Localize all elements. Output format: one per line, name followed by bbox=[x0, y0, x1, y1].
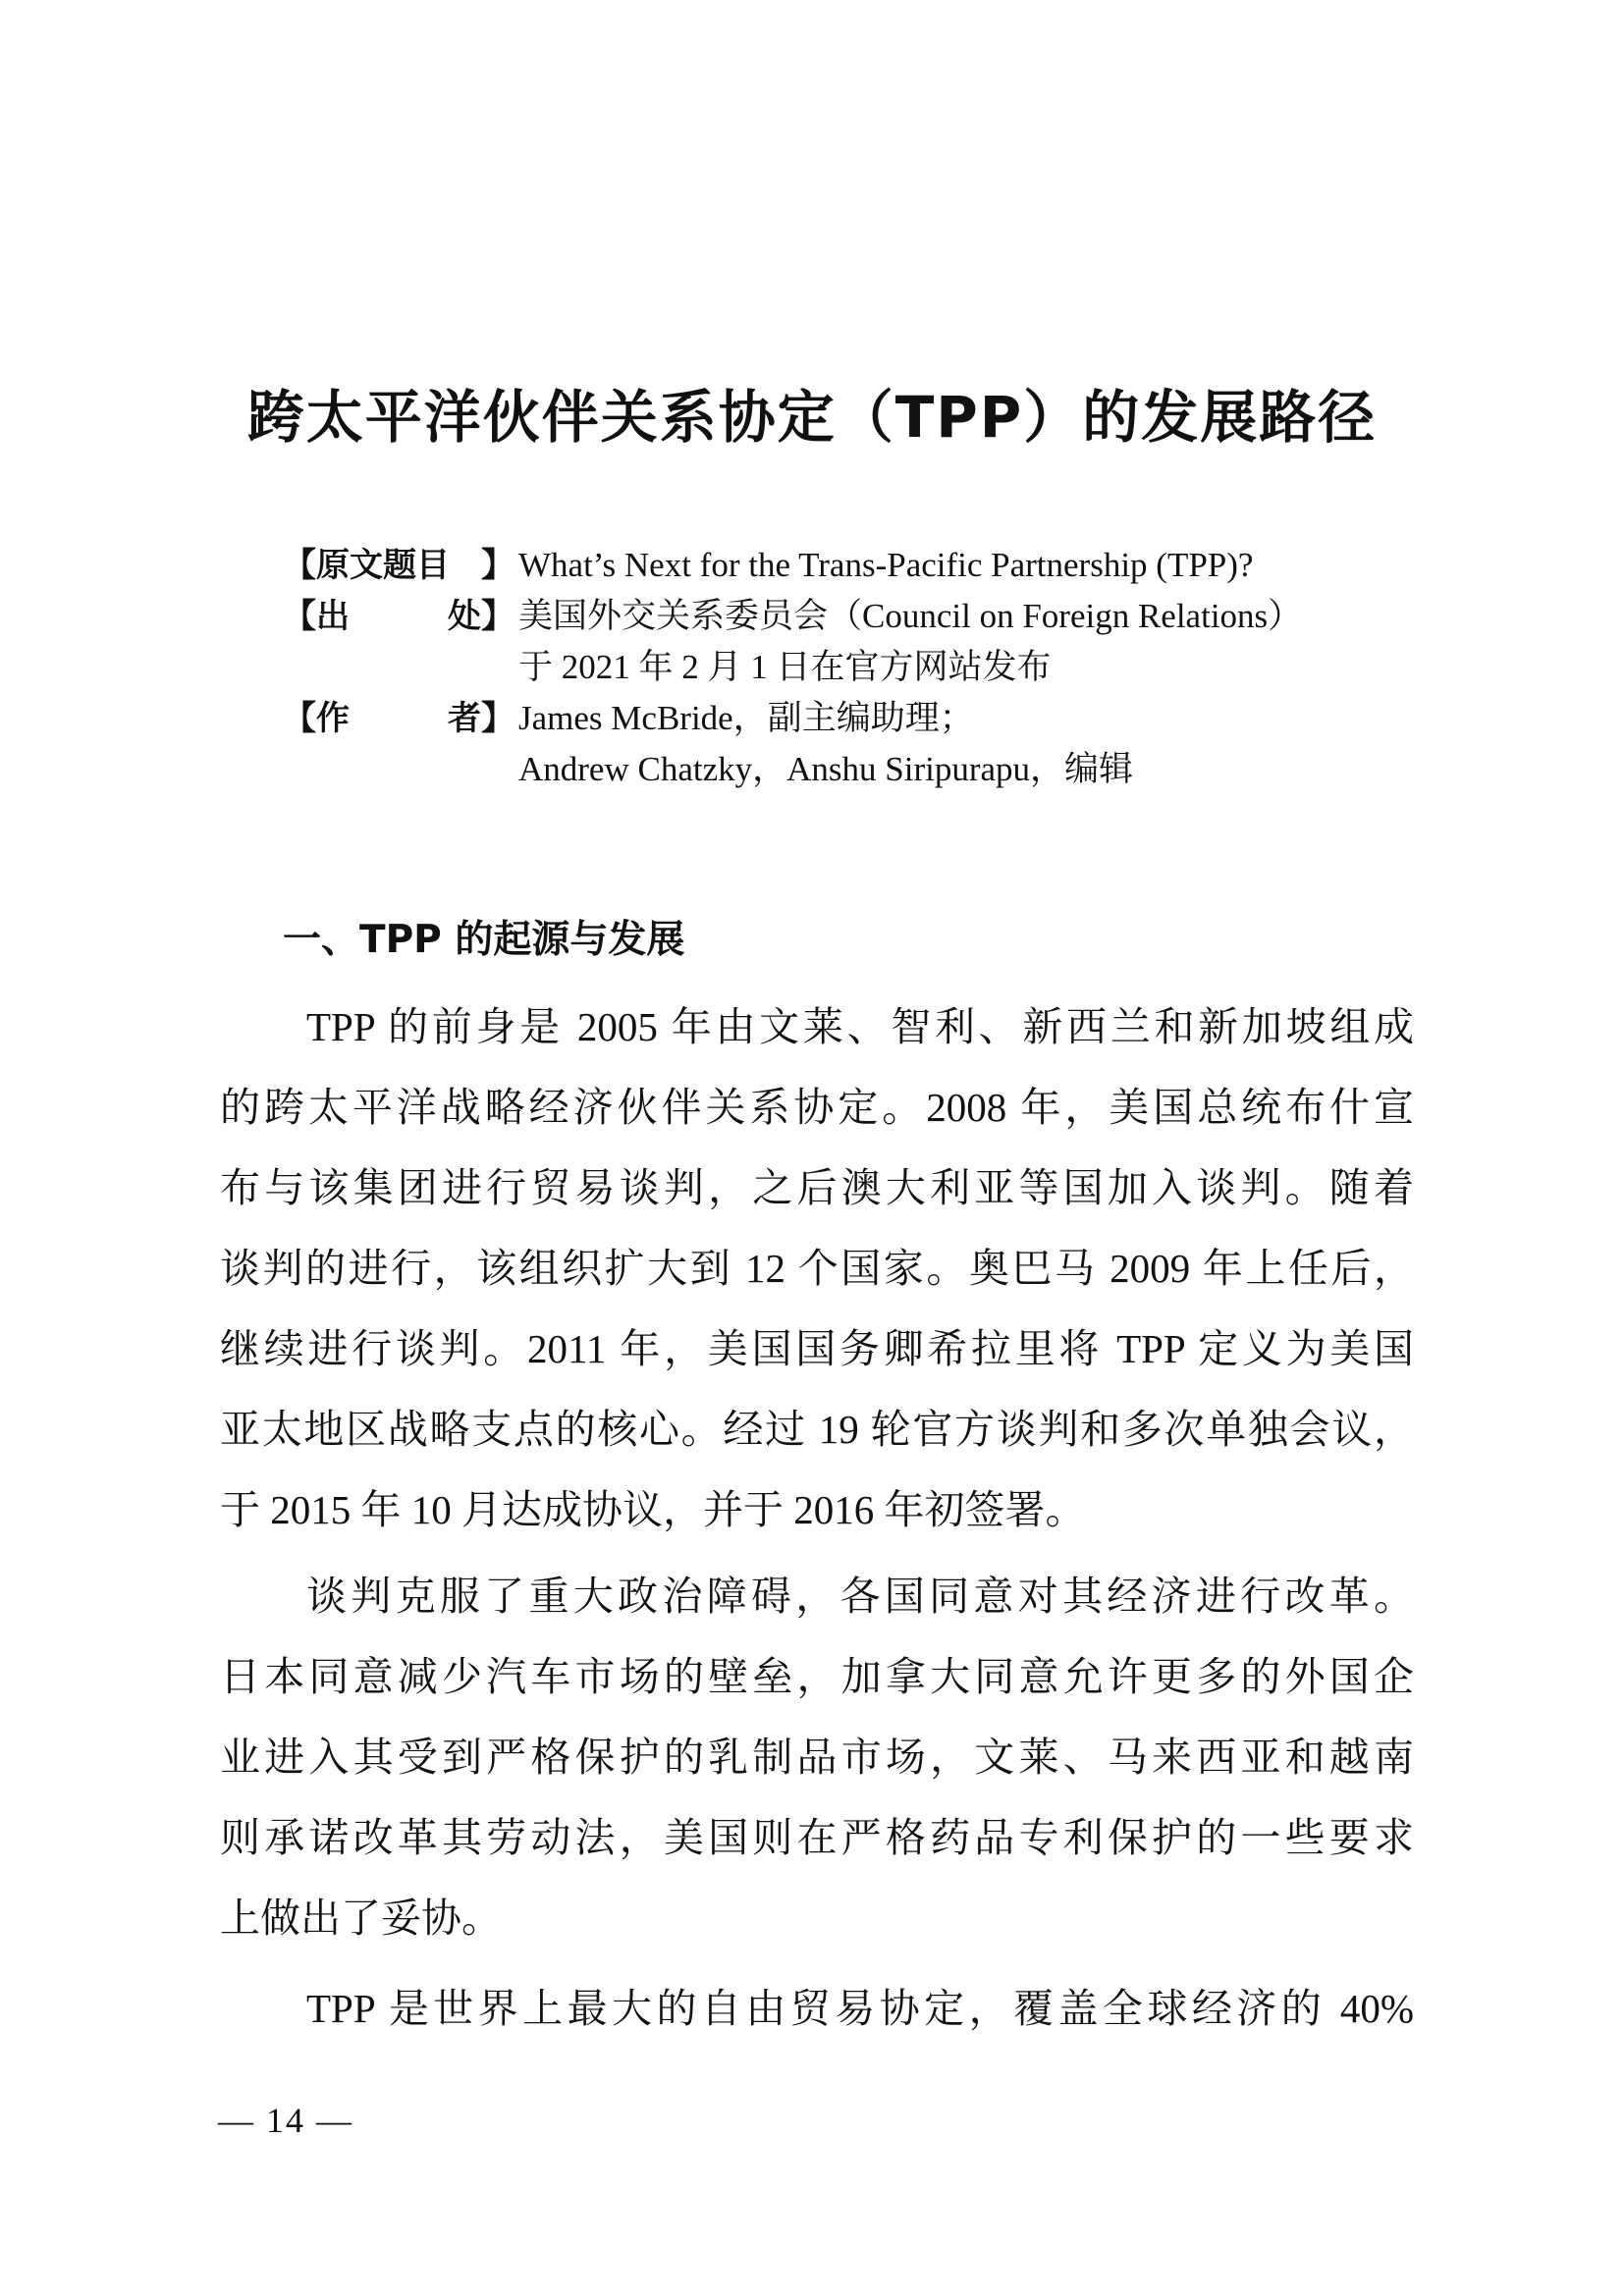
document-page: 跨太平洋伙伴关系协定（TPP）的发展路径 【 原文题目 】 What’s Next for the Trans-Pacific Partnership (TPP)? 【 出 处 】 美国外交关系委员会（Council on Foreign Relations） 于 2021 年 2 月 1 日在官方网站发布 【 作 者 】 James McBride，副主编助理； Andrew Chatzky，Anshu Siripurapu，编辑 一、TPP 的起源与发展 TPP 的前身是 2005 年由文莱、智利、新西兰和新加坡组成 的跨太平洋战略经济伙伴关系协定。2008 年，美国总统布什宣 布与该集团进行贸易谈判，之后澳大利亚等国加入谈判。随着 谈判的进行，该组织扩大到 12 个国家。奥巴马 2009 年上任后， 继续进行谈判。2011 年，美国国务卿希拉里将 TPP 定义为美国 亚太地区战略支点的核心。经过 19 轮官方谈判和多次单独会议， 于 2015 年 10 月达成协议，并于 2016 年初签署。 谈判克服了重大政治障碍，各国同意对其经济进行改革。 日本同意减少汽车市场的壁垒，加拿大同意允许更多的外国企 业进入其受到严格保护的乳制品市场，文莱、马来西亚和越南 则承诺改革其劳动法，美国则在严格药品专利保护的一些要求 上做出了妥协。 TPP 是世界上最大的自由贸易协定，覆盖全球经济的 40% — 14 — bbox=[0, 0, 1624, 2296]
meta-author-line1: James McBride，副主编助理； bbox=[518, 699, 974, 737]
meta-author-line2: Andrew Chatzky，Anshu Siripurapu，编辑 bbox=[518, 750, 1134, 788]
section-heading: 一、TPP 的起源与发展 bbox=[283, 918, 685, 962]
paragraph-2-line-1: 谈判克服了重大政治障碍，各国同意对其经济进行改革。 bbox=[306, 1574, 1414, 1619]
paragraph-1-line-7: 于 2015 年 10 月达成协议，并于 2016 年初签署。 bbox=[220, 1487, 1086, 1532]
paragraph-3-line-1: TPP 是世界上最大的自由贸易协定，覆盖全球经济的 40% bbox=[306, 1986, 1414, 2031]
meta-source-line2: 于 2021 年 2 月 1 日在官方网站发布 bbox=[518, 648, 1052, 686]
paragraph-1-line-1: TPP 的前身是 2005 年由文莱、智利、新西兰和新加坡组成 bbox=[306, 1004, 1414, 1049]
paragraph-1-line-2: 的跨太平洋战略经济伙伴关系协定。2008 年，美国总统布什宣 bbox=[220, 1085, 1414, 1130]
meta-original-title: What’s Next for the Trans-Pacific Partnership (TPP)? bbox=[518, 546, 1254, 584]
paragraph-2-line-2: 日本同意减少汽车市场的壁垒，加拿大同意允许更多的外国企 bbox=[220, 1654, 1414, 1699]
paragraph-1-line-6: 亚太地区战略支点的核心。经过 19 轮官方谈判和多次单独会议， bbox=[220, 1407, 1414, 1452]
meta-source-line1: 美国外交关系委员会（Council on Foreign Relations） bbox=[518, 597, 1303, 635]
paragraph-1-line-5: 继续进行谈判。2011 年，美国国务卿希拉里将 TPP 定义为美国 bbox=[220, 1326, 1414, 1371]
paragraph-1-line-4: 谈判的进行，该组织扩大到 12 个国家。奥巴马 2009 年上任后， bbox=[220, 1246, 1414, 1291]
paragraph-2-line-5: 上做出了妥协。 bbox=[220, 1896, 502, 1941]
paragraph-2-line-3: 业进入其受到严格保护的乳制品市场，文莱、马来西亚和越南 bbox=[220, 1735, 1414, 1780]
paragraph-1-line-3: 布与该集团进行贸易谈判，之后澳大利亚等国加入谈判。随着 bbox=[220, 1165, 1414, 1210]
page-number: — 14 — bbox=[218, 2101, 353, 2140]
page-title: 跨太平洋伙伴关系协定（TPP）的发展路径 bbox=[246, 384, 1378, 451]
paragraph-2-line-4: 则承诺改革其劳动法，美国则在严格药品专利保护的一些要求 bbox=[220, 1815, 1414, 1860]
